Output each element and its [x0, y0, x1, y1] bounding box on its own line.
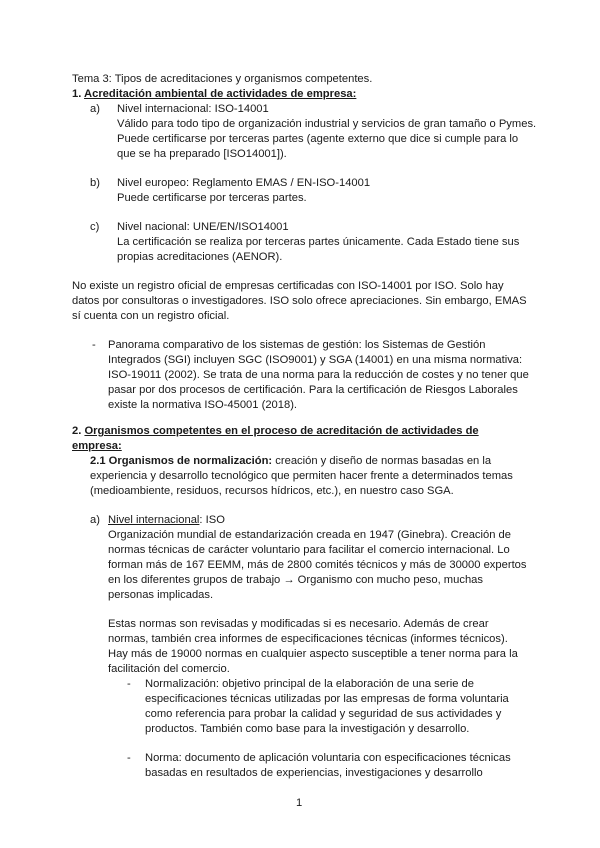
- dash-bullet: -: [127, 752, 131, 764]
- item-c-line: propias acreditaciones (AENOR).: [117, 251, 283, 263]
- bullet-line: Panorama comparativo de los sistemas de gestión: los Sistemas de Gestión: [108, 339, 486, 351]
- item-a-para-line: normas, también crea informes de especificaciones técnicas (informes técnicos).: [108, 633, 508, 645]
- bullet-line: Integrados (SGI) incluyen SGC (ISO9001) y SGA (14001) en una misma normativa:: [108, 354, 523, 366]
- paragraph-line: No existe un registro oficial de empresas certificadas con ISO-14001 por ISO. Solo hay: [72, 280, 504, 292]
- item-a-line: Puede certificarse por terceras partes (agente externo que dice si cumple para lo: [117, 133, 519, 145]
- section-2-number: 2.: [72, 425, 85, 437]
- bullet-line: pasar por dos procesos de certificación. Para la certificación de Riesgos Laborales: [108, 384, 518, 396]
- item-a-line: Organización mundial de estandarización creada en 1947 (Ginebra). Creación de: [108, 529, 511, 541]
- item-b-line: Puede certificarse por terceras partes.: [117, 192, 307, 204]
- item-a-title: Nivel internacional: ISO-14001: [117, 103, 269, 115]
- item-a-line: normas técnicas de carácter voluntario para facilitar el comercio internacional. Lo: [108, 544, 510, 556]
- item-c-title: Nivel nacional: UNE/EN/ISO14001: [117, 221, 289, 233]
- dash-item-line: basadas en resultados de experiencias, investigaciones y desarrollo: [145, 767, 483, 779]
- item-a-line: personas implicadas.: [108, 589, 214, 601]
- dash-item-line: como referencia para probar la calidad y seguridad de sus actividades y: [145, 708, 502, 720]
- list-label-a: a): [90, 514, 100, 526]
- dash-item-line: especificaciones técnicas utilizadas por las empresas de forma voluntaria: [145, 693, 509, 705]
- subsection-line: (medioambiente, residuos, recursos hídricos, etc.), en nuestro caso SGA.: [90, 485, 454, 497]
- page-number: 1: [296, 797, 303, 809]
- section-1-title: Acreditación ambiental de actividades de empresa:: [84, 88, 357, 100]
- dash-bullet: -: [92, 339, 96, 351]
- item-a-line: que se ha preparado [ISO14001]).: [117, 148, 287, 160]
- subsection-2-1-title: 2.1 Organismos de normalización:: [90, 455, 273, 467]
- dash-item-line: Normalización: objetivo principal de la elaboración de una serie de: [145, 678, 474, 690]
- bullet-line: existe la normativa ISO-45001 (2018).: [108, 399, 298, 411]
- item-a-title-rest: : ISO: [199, 514, 225, 526]
- item-a-line: forman más de 167 EEMM, más de 2800 comités técnicos y más de 30000 expertos: [108, 559, 527, 571]
- list-label-c: c): [90, 221, 100, 233]
- bullet-line: ISO-19011 (2002). Se trata de una norma para la reducción de costes y no tener que: [108, 369, 529, 381]
- item-a-title-underlined: Nivel internacional: [108, 514, 200, 526]
- item-a-para-line: Hay más de 19000 normas en cualquier aspecto susceptible a tener norma para la: [108, 648, 518, 660]
- section-1-number: 1.: [72, 88, 85, 100]
- subsection-2-1: [90, 454, 491, 469]
- item-a-para-line: facilitación del comercio.: [108, 663, 230, 675]
- section-2-title: Organismos competentes en el proceso de acreditación de actividades de: [84, 425, 479, 437]
- item-a-line: Válido para todo tipo de organización industrial y servicios de gran tamaño o Pymes.: [117, 118, 537, 130]
- dash-bullet: -: [127, 678, 131, 690]
- dash-item-line: Norma: documento de aplicación voluntaria con especificaciones técnicas: [145, 752, 511, 764]
- item-a-line: en los diferentes grupos de trabajo → Organismo con mucho peso, muchas: [108, 574, 483, 586]
- dash-item-line: productos. También como base para la investigación y desarrollo.: [145, 723, 470, 735]
- item-b-title: Nivel europeo: Reglamento EMAS / EN-ISO-14001: [117, 177, 371, 189]
- subsection-line: experiencia y desarrollo tecnológico que permiten hacer frente a determinados temas: [90, 470, 513, 482]
- list-label-b: b): [90, 177, 100, 189]
- paragraph-line: sí cuenta con un registro oficial.: [72, 310, 230, 322]
- section-2-heading: [72, 424, 479, 439]
- subsection-2-1-text: creación y diseño de normas basadas en la: [272, 455, 492, 467]
- item-c-line: La certificación se realiza por terceras partes únicamente. Cada Estado tiene sus: [117, 236, 520, 248]
- paragraph-line: datos por consultoras o investigadores. ISO solo ofrece apreciaciones. Sin embargo, EMAS: [72, 295, 527, 307]
- list-label-a: a): [90, 103, 100, 115]
- section-1-heading: [72, 87, 356, 102]
- section-2-title-cont: empresa:: [72, 440, 122, 452]
- document-title: Tema 3: Tipos de acreditaciones y organismos competentes.: [72, 73, 373, 85]
- item-a-para-line: Estas normas son revisadas y modificadas si es necesario. Además de crear: [108, 618, 489, 630]
- item-a-title: [108, 513, 225, 528]
